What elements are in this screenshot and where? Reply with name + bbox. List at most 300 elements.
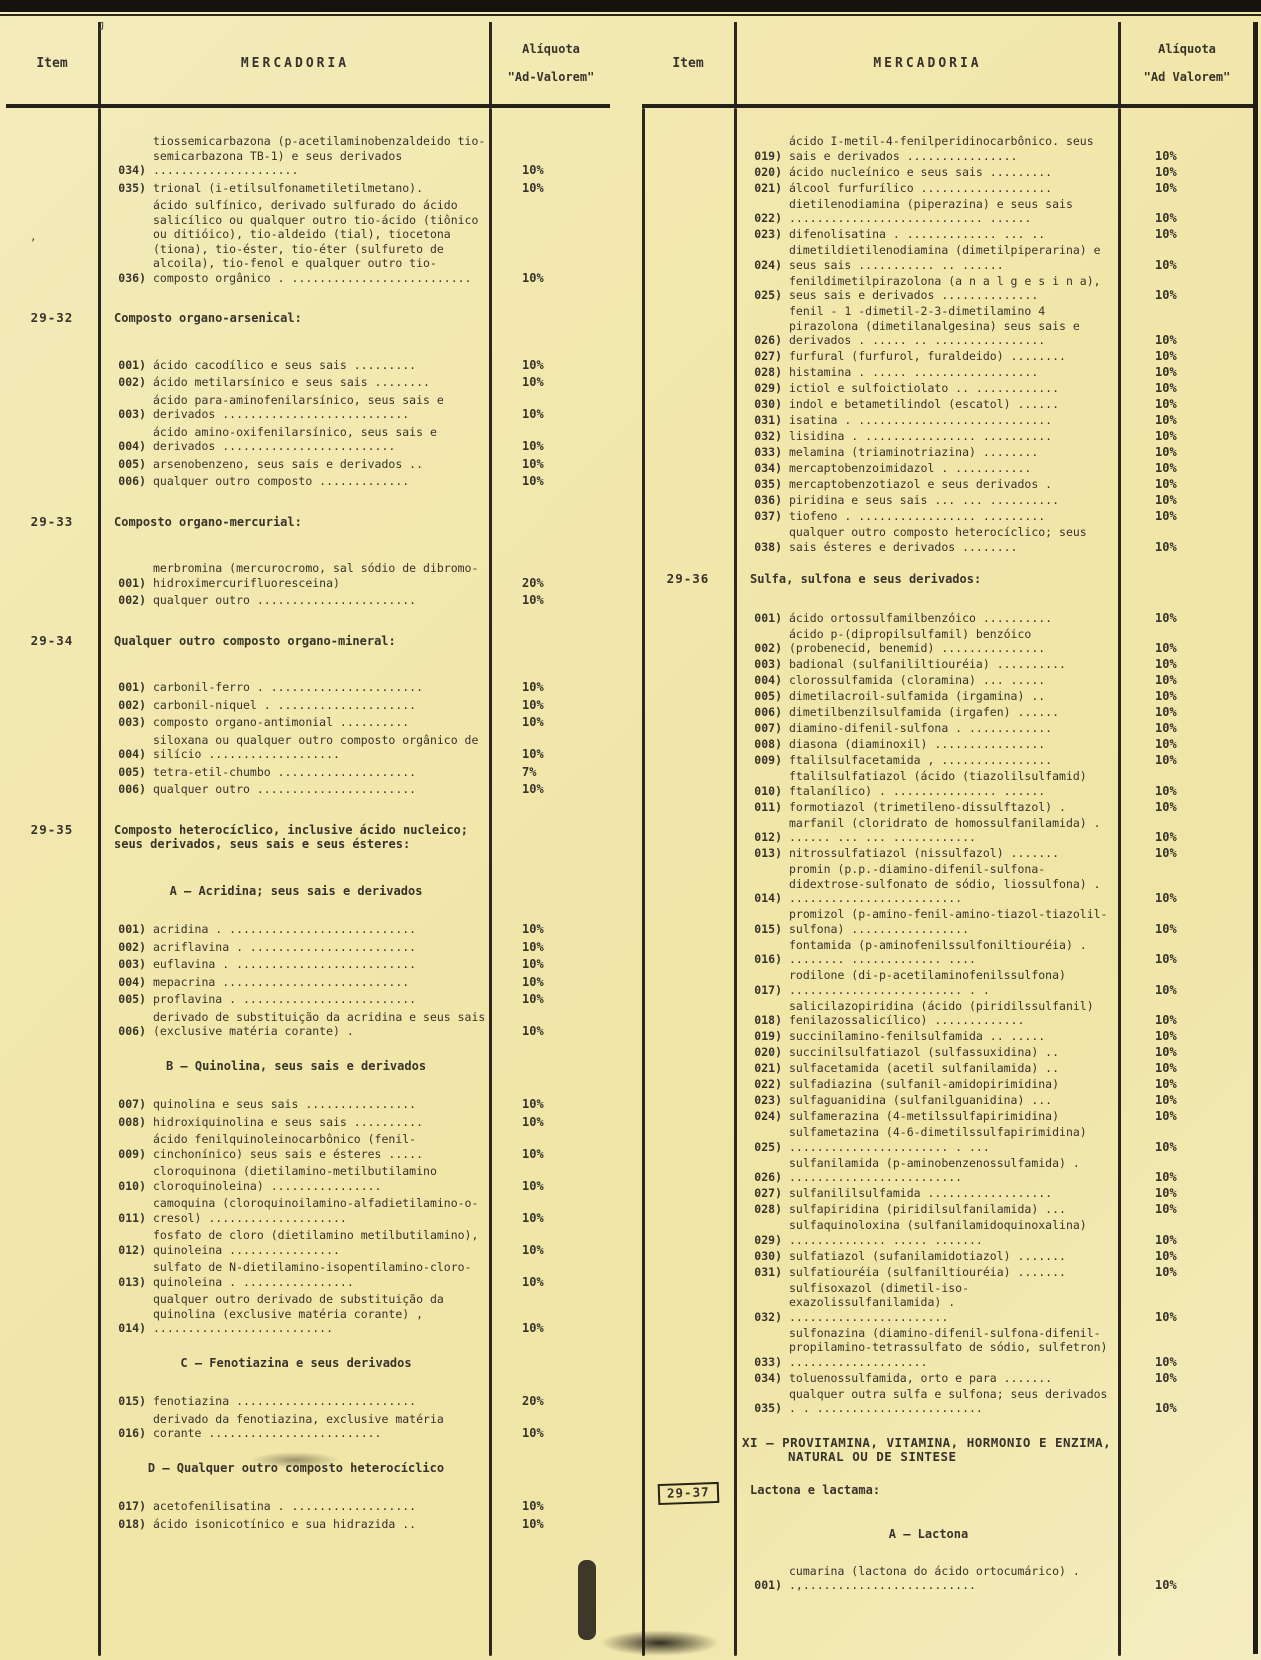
item-number: 029) [754, 1232, 782, 1247]
table-row [738, 611, 1253, 626]
item-description: succinilsulfatiazol (sulfassuxidina) .. [789, 1045, 1060, 1059]
item-description: derivado de substituição da acridina e seus sais (exclusive matéria corante) . [153, 1009, 486, 1038]
item-description: ácido nucleínico e seus sais ......... [789, 164, 1053, 179]
section-code-text: 29-33 [30, 513, 74, 529]
table-row [102, 593, 610, 608]
item-description: sulfaquinoloxina (sulfanilamidoquinoxalina) .............. ..... ....... [789, 1218, 1087, 1247]
table-row [738, 509, 1253, 524]
item-number: 001) [118, 680, 146, 694]
item-number: 004) [754, 673, 782, 687]
table-row [738, 800, 1253, 815]
item-rate: 10% [522, 357, 544, 372]
item-number: 017) [118, 1499, 146, 1513]
items-block [642, 611, 1253, 1416]
item-rate: 7% [522, 764, 537, 779]
item-rate: 10% [522, 163, 544, 177]
table-row [738, 1202, 1253, 1217]
item-number: 019) [754, 148, 782, 163]
section-title: Qualquer outro composto organo-mineral: [114, 633, 396, 648]
item-rate: 10% [1155, 1309, 1177, 1324]
item-rate: 10% [522, 1210, 544, 1225]
item-number: 028) [754, 365, 782, 379]
table-row [738, 1564, 1253, 1593]
table-row [102, 1115, 610, 1130]
item-description: melamina (triaminotriazina) ........ [789, 445, 1039, 459]
item-number: 006) [118, 782, 146, 796]
item-number: 005) [754, 689, 782, 703]
item-number: 020) [754, 1045, 782, 1059]
table-row [738, 1387, 1253, 1416]
table-row [738, 165, 1253, 180]
item-number: 001) [754, 1578, 782, 1592]
table-body-right [642, 108, 1253, 1656]
item-rate: 20% [522, 1394, 544, 1408]
item-description: tiossemicarbazona (p-acetilaminobenzaldeido tio-semicarbazona TB-1) e seus derivados ..................... [153, 134, 486, 177]
section-title: Sulfa, sulfona e seus derivados: [750, 572, 982, 586]
item-rate: 10% [1155, 610, 1177, 625]
item-number: 027) [754, 1186, 782, 1200]
section-code-text: 29-37 [657, 1481, 718, 1504]
item-number: 017) [754, 982, 782, 997]
item-number: 021) [754, 180, 782, 195]
table-row [738, 627, 1253, 656]
item-rate: 10% [1155, 737, 1177, 751]
subsection-heading: D — Qualquer outro composto heterocíclico [147, 1460, 445, 1475]
item-number: 023) [754, 1093, 782, 1107]
item-rate: 10% [1155, 1029, 1177, 1043]
item-description: diasona (diaminoxil) ................ [789, 737, 1046, 751]
item-number: 026) [754, 333, 782, 347]
item-description: sulfacetamida (acetil sulfanilamida) .. [789, 1061, 1060, 1075]
table-row [738, 304, 1253, 348]
item-description: carbonil-niquel . .................... [153, 697, 417, 712]
item-rate: 10% [1155, 1401, 1177, 1415]
table-row [738, 1093, 1253, 1108]
item-number: 013) [754, 846, 782, 860]
item-number: 012) [118, 1242, 146, 1257]
item-description: qualquer outro ....................... [153, 782, 417, 796]
table-row [102, 393, 610, 422]
table-row [738, 1218, 1253, 1247]
item-description: sulfisoxazol (dimetil-iso-exazolissulfanilamida) . ....................... [789, 1280, 970, 1324]
item-number: 013) [118, 1274, 146, 1289]
section-code [6, 515, 98, 530]
item-rate: 10% [1155, 783, 1177, 798]
item-rate: 10% [1155, 1248, 1177, 1263]
item-rate: 10% [1155, 1264, 1177, 1279]
table-row [738, 181, 1253, 196]
table-row [102, 358, 610, 373]
item-rate: 10% [1155, 148, 1177, 163]
item-description: toluenossulfamida, orto e para ....... [789, 1370, 1053, 1385]
section-title: Composto heterocíclico, inclusive ácido nucleico; seus derivados, seus sais e seus ésteres: [114, 822, 469, 851]
column-header-aliquota [1121, 22, 1253, 104]
item-rate: 10% [522, 593, 544, 607]
item-rate: 10% [522, 1516, 544, 1531]
item-rate: 10% [522, 407, 544, 421]
table-row [738, 1029, 1253, 1044]
table-row [102, 375, 610, 390]
item-description: ácido p-(dipropilsulfamil) benzóico (probenecid, benemid) ............... [789, 626, 1046, 655]
item-number: 035) [754, 477, 782, 491]
item-number: 031) [754, 1264, 782, 1279]
items-block [6, 1499, 610, 1531]
item-rate: 10% [1155, 381, 1177, 395]
section-code-text: 29-34 [30, 632, 74, 648]
item-number: 006) [118, 1024, 146, 1038]
table-row [102, 457, 610, 472]
table-row [738, 477, 1253, 492]
section-row [642, 1483, 1253, 1504]
table-row [738, 1109, 1253, 1124]
table-row [738, 413, 1253, 428]
table-row [102, 698, 610, 713]
item-number: 015) [754, 921, 782, 936]
item-number: 032) [754, 429, 782, 443]
column-header-aliquota [492, 22, 610, 104]
item-number: 002) [754, 641, 782, 655]
item-rate: 10% [1155, 445, 1177, 459]
item-number: 016) [118, 1426, 146, 1440]
item-description: promizol (p-amino-fenil-amino-tiazol-tiazolil-sulfona) ................. [789, 907, 1108, 936]
table-row [738, 461, 1253, 476]
items-block [6, 922, 610, 1039]
item-description: succinilamino-fenilsulfamida .. ..... [789, 1029, 1046, 1043]
section-row [6, 515, 610, 530]
item-number: 002) [118, 939, 146, 954]
item-description: ácido I-metil-4-fenilperidinocarbônico. seus sais e derivados ................ [789, 134, 1094, 163]
item-description: piridina e seus sais ... ... .......... [789, 493, 1060, 507]
item-description: sulfatiazol (sufanilamidotiazol) ....... [789, 1248, 1066, 1263]
section-row [6, 311, 610, 326]
item-description: ácido sulfínico, derivado sulfurado do ácido salicílico ou qualquer outro tio-ácido (tiônico ou ditióico), tio-aldeido (tial), tiocetona (tiona), tio-éster, tio-éter (sulfureto de alcoila), tio-fenol e qualquer outro tio-composto orgânico . .......................... [153, 198, 479, 285]
item-description: sulfametazina (4-6-dimetilssulfapirimidina) ....................... . ... [789, 1125, 1087, 1154]
section-code [6, 823, 98, 838]
item-number: 007) [118, 1097, 146, 1111]
item-rate: 10% [1155, 365, 1177, 379]
item-description: qualquer outra sulfa e sulfona; seus derivados . . ........................ [789, 1386, 1108, 1415]
table-row [738, 365, 1253, 380]
table-row [102, 1292, 610, 1336]
item-rate: 10% [522, 957, 544, 971]
column-header-mercadoria: MERCADORIA [98, 22, 492, 104]
item-rate: 10% [1155, 1354, 1177, 1369]
item-description: fosfato de cloro (dietilamino metilbutilamino), quinoleina ................ [153, 1228, 479, 1257]
subsection-heading: A — Lactona [888, 1527, 969, 1541]
item-rate: 10% [522, 1274, 544, 1289]
item-description: dimetildietilenodiamina (dimetilpiperarina) e seus sais ........... .. ...... [789, 243, 1101, 272]
item-rate: 10% [1155, 657, 1177, 671]
table-row [738, 846, 1253, 861]
table-row [738, 1077, 1253, 1092]
item-number: 001) [754, 610, 782, 625]
aliquota-label: Alíquota [522, 42, 580, 56]
item-rate: 10% [1155, 952, 1177, 966]
item-description: sulfato de N-dietilamino-isopentilamino-cloro-quinoleina . ................ [153, 1260, 472, 1289]
item-description: indol e betametilindol (escatol) ...... [789, 397, 1060, 411]
item-description: qualquer outro composto heterocíclico; seus sais ésteres e derivados ........ [789, 525, 1087, 554]
item-number: 030) [754, 397, 782, 411]
item-rate: 10% [522, 992, 544, 1006]
column-header-mercadoria: MERCADORIA [734, 22, 1121, 104]
item-description: furfural (furfurol, furaldeido) ........ [789, 349, 1066, 363]
item-number: 003) [754, 657, 782, 671]
table-row [738, 769, 1253, 798]
table-row [102, 715, 610, 730]
section-row [6, 823, 610, 852]
item-description: ictiol e sulfoictiolato .. ............ [789, 381, 1060, 395]
section-code [6, 634, 98, 649]
table-row [738, 1249, 1253, 1264]
item-rate: 10% [1155, 429, 1177, 443]
item-number: 018) [118, 1516, 146, 1531]
item-number: 033) [754, 1354, 782, 1369]
item-description: acridina . ........................... [153, 922, 417, 936]
item-rate: 10% [1155, 461, 1177, 475]
table-row [102, 975, 610, 990]
item-rate: 10% [522, 180, 544, 195]
item-number: 004) [118, 439, 146, 453]
table-row [738, 907, 1253, 936]
item-number: 021) [754, 1061, 782, 1075]
item-rate: 10% [522, 1097, 544, 1111]
table-row [738, 938, 1253, 967]
chapter-heading: XI — PROVITAMINA, VITAMINA, HORMONIO E ENZIMA, NATURAL OU DE SINTESE [742, 1434, 1112, 1464]
item-number: 001) [118, 922, 146, 936]
table-row [738, 816, 1253, 845]
section-code-text: 29-35 [30, 821, 74, 837]
item-rate: 10% [1155, 830, 1177, 844]
table-row [738, 1186, 1253, 1201]
item-number: 002) [118, 375, 146, 389]
table-row [102, 680, 610, 695]
item-rate: 10% [522, 974, 544, 989]
item-number: 024) [754, 1109, 782, 1123]
item-rate: 10% [522, 270, 544, 285]
item-rate: 10% [522, 697, 544, 712]
table-header-right [642, 22, 1253, 108]
item-description: formotiazol (trimetileno-dissulftazol) . [789, 799, 1066, 814]
item-number: 005) [118, 764, 146, 779]
item-description: merbromina (mercurocromo, sal sódio de dibromo-hidroximercurifluoresceina) [153, 561, 479, 590]
item-number: 020) [754, 164, 782, 179]
table-row [738, 1371, 1253, 1386]
table-row [738, 1156, 1253, 1185]
table-content-left [6, 134, 610, 1656]
section-code-text: 29-36 [666, 571, 710, 586]
item-description: sulfonazina (diamino-difenil-sulfona-difenil-propilamino-tetrassulfato de sódio, sulfetron) .................... [789, 1325, 1108, 1369]
table-row [102, 561, 610, 590]
stray-mark: J [98, 20, 105, 33]
item-description: ácido amino-oxifenilarsínico, seus sais e derivados ......................... [153, 424, 437, 453]
item-number: 032) [754, 1309, 782, 1324]
item-number: 014) [118, 1321, 146, 1335]
item-number: 004) [118, 974, 146, 989]
item-description: fenildimetilpirazolona (a n a l g e s i n a), seus sais e derivados .............. [789, 273, 1101, 302]
table-row [738, 999, 1253, 1028]
table-row [102, 992, 610, 1007]
item-description: cloroquinona (dietilamino-metilbutilamino cloroquinoleina) ................ [153, 1164, 437, 1193]
item-description: sulfanililsulfamida .................. [789, 1186, 1053, 1200]
item-rate: 10% [1155, 477, 1177, 491]
table-row [738, 1326, 1253, 1370]
table-row [102, 1260, 610, 1289]
item-description: ácido metilarsínico e seus sais ........ [153, 375, 430, 389]
item-number: 031) [754, 413, 782, 427]
item-rate: 10% [522, 922, 544, 936]
tariff-table-left [6, 22, 610, 1654]
table-row [102, 425, 610, 454]
item-rate: 10% [1155, 799, 1177, 814]
item-description: qualquer outro derivado de substituição da quinolina (exclusive matéria corante) , .......................... [153, 1292, 444, 1335]
section-title: Composto organo-mercurial: [114, 514, 302, 529]
items-block [6, 1394, 610, 1441]
item-rate: 10% [522, 1321, 544, 1335]
item-rate: 10% [522, 1242, 544, 1257]
table-row [102, 1196, 610, 1225]
table-row [102, 1517, 610, 1532]
items-block [6, 561, 610, 608]
item-number: 022) [754, 1077, 782, 1091]
table-row [738, 493, 1253, 508]
table-row [738, 429, 1253, 444]
advalorem-label: "Ad-Valorem" [507, 70, 595, 84]
table-content-right [642, 134, 1253, 1656]
table-row [738, 673, 1253, 688]
item-description: badional (sulfanililtiouréia) .......... [789, 657, 1066, 671]
item-number: 035) [754, 1401, 782, 1415]
section-title: Lactona e lactama: [750, 1482, 881, 1497]
item-rate: 10% [1155, 689, 1177, 703]
item-description: euflavina . .......................... [153, 957, 417, 971]
item-rate: 10% [1155, 164, 1177, 179]
item-description: ácido fenilquinoleinocarbônico (fenil-cinchonínico) seus sais e ésteres ..... [153, 1132, 424, 1161]
item-number: 001) [118, 357, 146, 372]
item-number: 009) [754, 753, 782, 767]
item-number: 023) [754, 227, 782, 241]
item-description: proflavina . ......................... [153, 992, 417, 1006]
item-description: ácido para-aminofenilarsínico, seus sais e derivados ........................... [153, 392, 444, 421]
item-rate: 10% [522, 1146, 544, 1161]
item-rate: 10% [1155, 1109, 1177, 1123]
item-description: histamina . ..... .................. [789, 365, 1039, 379]
item-rate: 10% [1155, 673, 1177, 687]
page-top-rule [0, 14, 1261, 16]
item-description: ácido isonicotínico e sua hidrazida .. [153, 1516, 417, 1531]
item-rate: 10% [1155, 539, 1177, 554]
item-rate: 10% [1155, 982, 1177, 997]
item-rate: 10% [1155, 641, 1177, 655]
item-rate: 10% [522, 782, 544, 796]
item-number: 034) [754, 1370, 782, 1385]
item-rate: 10% [522, 939, 544, 954]
item-description: tetra-etil-chumbo .................... [153, 764, 417, 779]
table-row [738, 1265, 1253, 1280]
item-number: 025) [754, 1139, 782, 1154]
item-description: fontamida (p-aminofenilssulfoniltiouréia) . ........ ............. .... [789, 937, 1087, 966]
item-number: 002) [118, 593, 146, 607]
item-description: dimetilbenzilsulfamida (irgafen) ...... [789, 705, 1060, 719]
item-number: 036) [754, 493, 782, 507]
item-description: mercaptobenzoimidazol . ........... [789, 461, 1032, 475]
item-description: álcool furfurílico ................... [789, 180, 1053, 195]
item-rate: 10% [1155, 705, 1177, 719]
item-number: 009) [118, 1146, 146, 1161]
items-block [6, 1097, 610, 1336]
item-rate: 10% [522, 456, 544, 471]
item-description: tiofeno . ................. ......... [789, 509, 1046, 523]
table-row [102, 1499, 610, 1514]
item-description: quinolina e seus sais ................ [153, 1097, 417, 1111]
item-rate: 20% [522, 575, 544, 590]
table-row [102, 198, 610, 285]
table-row [102, 940, 610, 955]
item-number: 004) [118, 747, 146, 761]
item-rate: 10% [1155, 721, 1177, 735]
item-number: 029) [754, 381, 782, 395]
item-description: cumarina (lactona do ácido ortocumárico) . .,......................... [789, 1563, 1080, 1592]
table-row [738, 525, 1253, 554]
item-number: 025) [754, 288, 782, 302]
item-description: promin (p.p.-diamino-difenil-sulfona-didextrose-sulfonato de sódio, liossulfona) . ......................... [789, 862, 1101, 905]
item-description: sulfaguanidina (sulfanilguanidina) ... [789, 1093, 1053, 1107]
item-rate: 10% [1155, 257, 1177, 272]
item-rate: 10% [522, 747, 544, 761]
item-rate: 10% [522, 1499, 544, 1513]
section-code [642, 572, 734, 587]
table-row [102, 1228, 610, 1257]
item-rate: 10% [1155, 288, 1177, 302]
item-rate: 10% [1155, 921, 1177, 936]
item-rate: 10% [1155, 753, 1177, 767]
table-row [102, 733, 610, 762]
item-number: 006) [118, 474, 146, 488]
item-number: 033) [754, 445, 782, 459]
item-rate: 10% [1155, 349, 1177, 363]
item-number: 008) [118, 1114, 146, 1129]
item-number: 018) [754, 1013, 782, 1027]
item-rate: 10% [1155, 1061, 1177, 1075]
section-title: Composto organo-arsenical: [114, 311, 302, 325]
item-description: acetofenilisatina . .................. [153, 1499, 417, 1513]
item-number: 036) [118, 270, 146, 285]
item-description: dietilenodiamina (piperazina) e seus sais ............................ ...... [789, 196, 1073, 225]
table-row [102, 181, 610, 196]
table-row [102, 1412, 610, 1441]
item-description: fenotiazina .......................... [153, 1394, 417, 1408]
table-row [102, 1394, 610, 1409]
item-rate: 10% [1155, 493, 1177, 507]
item-rate: 10% [522, 1178, 544, 1193]
items-block [642, 1564, 1253, 1593]
table-row [102, 765, 610, 780]
item-description: sulfanilamida (p-aminobenzenossulfamida) . ......................... [789, 1155, 1080, 1184]
item-number: 027) [754, 349, 782, 363]
item-rate: 10% [1155, 227, 1177, 241]
item-rate: 10% [522, 439, 544, 453]
scan-smudge [250, 1452, 340, 1468]
item-number: 011) [754, 799, 782, 814]
table-row [738, 1281, 1253, 1325]
item-rate: 10% [1155, 1170, 1177, 1184]
item-description: trional (i-etilsulfonametiletilmetano). [153, 180, 424, 195]
table-row [738, 1045, 1253, 1060]
ink-blot [578, 1560, 596, 1640]
table-row [738, 445, 1253, 460]
subsection-heading: A — Acridina; seus sais e derivados [169, 883, 423, 898]
item-number: 030) [754, 1248, 782, 1263]
item-description: isatina . ............................ [789, 413, 1053, 427]
